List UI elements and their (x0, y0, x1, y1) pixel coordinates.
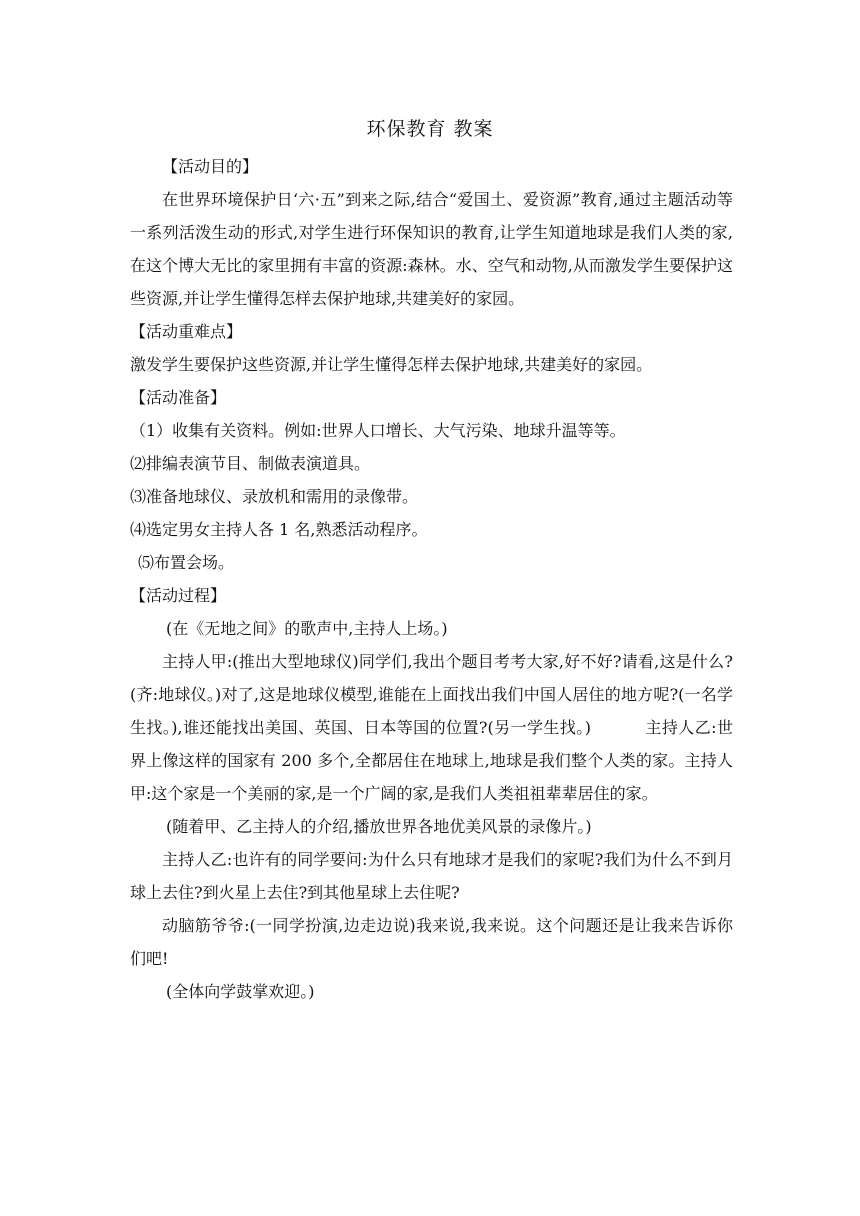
document-title: 环保教育 教案 (366, 118, 494, 140)
preparation-item: ⑵排编表演节目、制做表演道具。 (130, 454, 371, 473)
process-paragraph: (在《无地之间》的歌声中,主持人上场。) (166, 619, 448, 638)
host-b-speech: 主持人乙:世界上像这样的国家有 200 多个,全都居住在地球上,地球是我们整个人类的家。主持人甲:这个家是一个美丽的家,是一个广阔的家,是我们人类祖祖辈辈居住的家。 (130, 718, 733, 803)
process-heading: 【活动过程】 (130, 586, 227, 605)
process-paragraph: 动脑筋爷爷:(一同学扮演,边走边说)我来说,我来说。这个问题还是让我来告诉你们吧! (130, 916, 733, 968)
key-points-paragraph: 激发学生要保护这些资源,并让学生懂得怎样去保护地球,共建美好的家园。 (130, 355, 653, 374)
process-paragraph: 主持人乙:也许有的同学要问:为什么只有地球才是我们的家呢?我们为什么不到月球上去住?到火星上去住?到其他星球上去住呢? (130, 850, 733, 902)
document-body (130, 150, 733, 1008)
process-paragraph: (全体向学鼓掌欢迎。) (166, 982, 315, 1001)
host-a-speech: 主持人甲:(推出大型地球仪)同学们,我出个题目考考大家,好不好?请看,这是什么?(齐:地球仪。)对了,这是地球仪模型,谁能在上面找出我们中国人居住的地方呢?(一名学生找。),谁还能找出美国、英国、日本等国的位置?(另一学生找。) (130, 652, 733, 737)
process-paragraph: (随着甲、乙主持人的介绍,播放世界各地优美风景的录像片。) (166, 817, 592, 836)
purpose-heading: 【活动目的】 (162, 157, 259, 176)
preparation-item: ⑷选定男女主持人各 1 名,熟悉活动程序。 (130, 520, 428, 539)
purpose-paragraph: 在世界环境保护日‘六·五”到来之际,结合“爱国土、爱资源”教育,通过主题活动等一系列活泼生动的形式,对学生进行环保知识的教育,让学生知道地球是我们人类的家,在这个博大无比的家里拥有丰富的资源:森林。水、空气和动物,从而激发学生要保护这些资源,并让学生懂得怎样去保护地球,共建美好的家园。 (130, 190, 733, 308)
preparation-heading: 【活动准备】 (130, 388, 227, 407)
process-paragraph (130, 645, 733, 810)
preparation-item: ⑶准备地球仪、录放机和需用的录像带。 (130, 487, 419, 506)
preparation-item: ⑸布置会场。 (138, 553, 235, 572)
key-points-heading: 【活动重难点】 (130, 322, 243, 341)
preparation-item: （1）收集有关资料。例如:世界人口增长、大气污染、地球升温等等。 (130, 421, 626, 440)
